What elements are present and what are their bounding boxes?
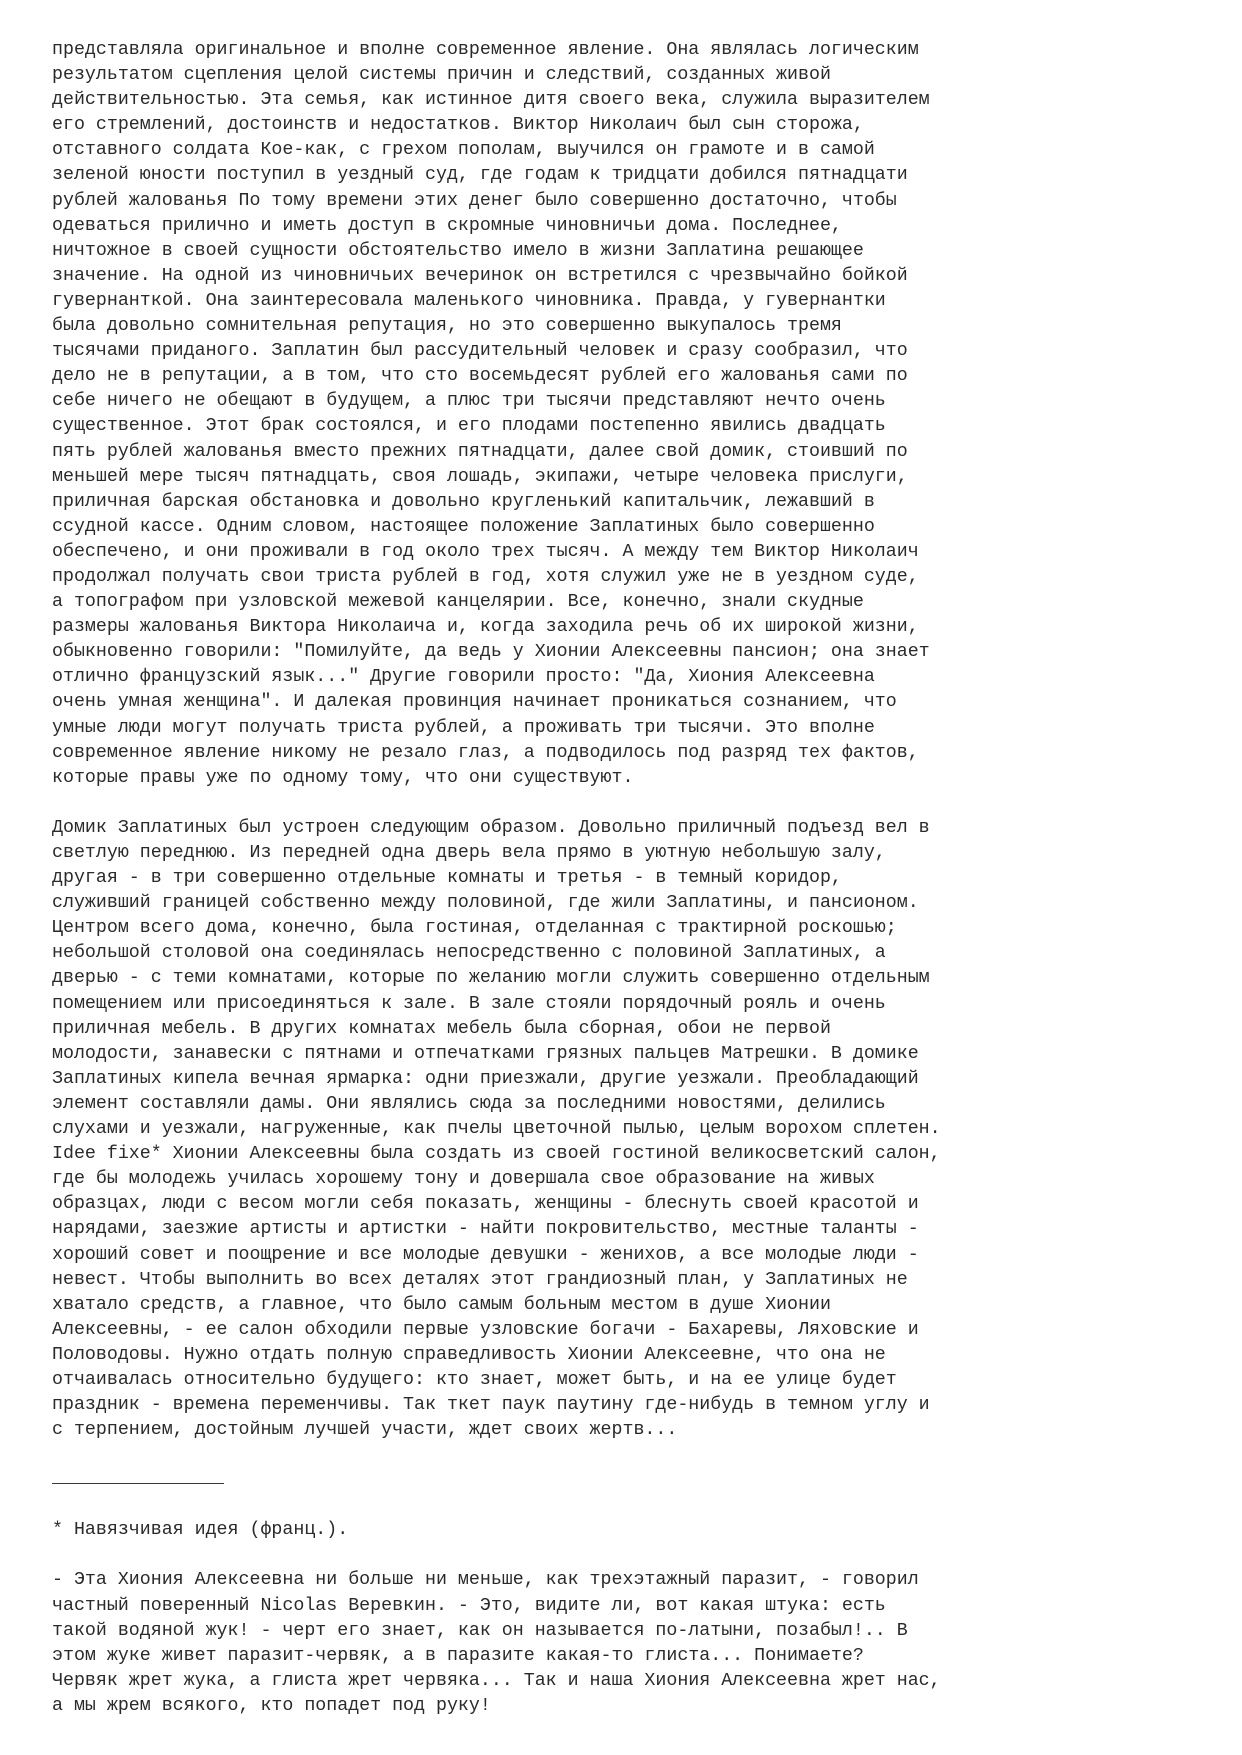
footnote-separator	[52, 1483, 224, 1484]
text-line: гувернанткой. Она заинтересовала маленького чиновника. Правда, у гувернантки	[52, 290, 886, 311]
text-line: - Эта Хиония Алексеевна ни больше ни меньше, как трехэтажный паразит, - говорил	[52, 1570, 919, 1591]
text-line: Червяк жрет жука, а глиста жрет червяка... Так и наша Хиония Алексеевна жрет нас,	[52, 1670, 941, 1691]
text-line: Idee fixe* Хионии Алексеевны была создать из своей гостиной великосветский салон,	[52, 1144, 941, 1165]
text-line: дело не в репутации, а в том, что сто восемьдесят рублей его жалованья сами по	[52, 366, 908, 387]
document-page	[52, 38, 1222, 1719]
text-line: умные люди могут получать триста рублей, а проживать три тысячи. Это вполне	[52, 717, 875, 738]
text-line: себе ничего не обещают в будущем, а плюс три тысячи представляют нечто очень	[52, 391, 886, 412]
text-line: другая - в три совершенно отдельные комнаты и третья - в темный коридор,	[52, 868, 842, 889]
text-line: пять рублей жалованья вместо прежних пятнадцати, далее свой домик, стоивший по	[52, 441, 908, 462]
text-line: тысячами приданого. Заплатин был рассудительный человек и сразу сообразил, что	[52, 341, 908, 362]
footnote: * Навязчивая идея (франц.).	[52, 1520, 349, 1541]
text-line: отставного солдата Кое-как, с грехом пополам, выучился он грамоте и в самой	[52, 140, 875, 161]
text-line: а топографом при узловской межевой канцелярии. Все, конечно, знали скудные	[52, 592, 864, 613]
text-line: невест. Чтобы выполнить во всех деталях этот грандиозный план, у Заплатиных не	[52, 1269, 908, 1290]
text-line: обеспечено, и они проживали в год около трех тысяч. А между тем Виктор Николаич	[52, 541, 919, 562]
text-line: молодости, занавески с пятнами и отпечатками грязных пальцев Матрешки. В домике	[52, 1043, 919, 1064]
paragraph-2	[52, 816, 1222, 1443]
text-line: современное явление никому не резало глаз, а подводилось под разряд тех фактов,	[52, 742, 919, 763]
text-line: размеры жалованья Виктора Николаича и, когда заходила речь об их широкой жизни,	[52, 617, 919, 638]
text-line: слухами и уезжали, нагруженные, как пчелы цветочной пылью, целым ворохом сплетен.	[52, 1119, 941, 1140]
text-line: светлую переднюю. Из передней одна дверь вела прямо в уютную небольшую залу,	[52, 843, 886, 863]
paragraph-gap	[52, 791, 1222, 816]
text-line: а мы жрем всякого, кто попадет под руку!	[52, 1695, 491, 1716]
paragraph-gap	[52, 1543, 1222, 1568]
text-line: частный поверенный Nicolas Веревкин. - Это, видите ли, вот какая штука: есть	[52, 1595, 886, 1616]
text-line: одеваться прилично и иметь доступ в скромные чиновничьи дома. Последнее,	[52, 215, 842, 236]
text-line: меньшей мере тысяч пятнадцать, своя лошадь, экипажи, четыре человека прислуги,	[52, 466, 908, 487]
text-line: ссудной кассе. Одним словом, настоящее положение Заплатиных было совершенно	[52, 516, 875, 537]
text-line: существенное. Этот брак состоялся, и его плодами постепенно явились двадцать	[52, 416, 886, 437]
text-line: Заплатиных кипела вечная ярмарка: одни приезжали, другие уезжали. Преобладающий	[52, 1068, 919, 1089]
text-line: представляла оригинальное и вполне современное явление. Она являлась логическим	[52, 40, 919, 60]
text-line: Алексеевны, - ее салон обходили первые узловские богачи - Бахаревы, Ляховские и	[52, 1319, 919, 1340]
text-line: зеленой юности поступил в уездный суд, где годам к тридцати добился пятнадцати	[52, 165, 908, 186]
text-line: этом жуке живет паразит-червяк, а в паразите какая-то глиста... Понимаете?	[52, 1645, 864, 1666]
text-line: действительностью. Эта семья, как истинное дитя своего века, служила выразителем	[52, 90, 930, 111]
text-line: приличная барская обстановка и довольно кругленький капитальчик, лежавший в	[52, 491, 875, 512]
text-line: значение. На одной из чиновничьих вечеринок он встретился с чрезвычайно бойкой	[52, 265, 908, 286]
text-line: с терпением, достойным лучшей участи, ждет своих жертв...	[52, 1420, 678, 1441]
text-line: дверью - с теми комнатами, которые по желанию могли служить совершенно отдельным	[52, 968, 930, 989]
text-line: продолжал получать свои триста рублей в год, хотя служил уже не в уездном суде,	[52, 566, 919, 587]
text-line: нарядами, заезжие артисты и артистки - найти покровительство, местные таланты -	[52, 1219, 919, 1240]
text-line: где бы молодежь училась хорошему тону и довершала свое образование на живых	[52, 1169, 875, 1190]
text-line: результатом сцепления целой системы причин и следствий, созданных живой	[52, 65, 831, 86]
text-line: приличная мебель. В других комнатах мебель была сборная, обои не первой	[52, 1018, 831, 1039]
text-line: элемент составляли дамы. Они являлись сюда за последними новостями, делились	[52, 1093, 886, 1114]
text-line: была довольно сомнительная репутация, но это совершенно выкупалось тремя	[52, 316, 842, 337]
text-line: Домик Заплатиных был устроен следующим образом. Довольно приличный подъезд вел в	[52, 817, 930, 838]
text-line: хороший совет и поощрение и все молодые девушки - женихов, а все молодые люди -	[52, 1244, 919, 1265]
text-line: ничтожное в своей сущности обстоятельство имело в жизни Заплатина решающее	[52, 240, 864, 261]
text-line: небольшой столовой она соединялась непосредственно с половиной Заплатиных, а	[52, 943, 886, 964]
text-line: отлично французский язык..." Другие говорили просто: "Да, Хиония Алексеевна	[52, 667, 875, 688]
paragraph-1	[52, 38, 1222, 791]
text-line: Центром всего дома, конечно, была гостиная, отделанная с трактирной роскошью;	[52, 918, 897, 939]
text-line: обыкновенно говорили: "Помилуйте, да ведь у Хионии Алексеевны пансион; она знает	[52, 642, 930, 663]
text-line: его стремлений, достоинств и недостатков. Виктор Николаич был сын сторожа,	[52, 115, 864, 136]
text-line: рублей жалованья По тому времени этих денег было совершенно достаточно, чтобы	[52, 190, 897, 211]
text-line: служивший границей собственно между половиной, где жили Заплатины, и пансионом.	[52, 893, 919, 914]
paragraph-3	[52, 1568, 1222, 1719]
text-line: помещением или присоединяться к зале. В зале стояли порядочный рояль и очень	[52, 993, 886, 1014]
text-line: такой водяной жук! - черт его знает, как он называется по-латыни, позабыл!.. В	[52, 1620, 908, 1641]
text-line: праздник - времена переменчивы. Так ткет паук паутину где-нибудь в темном углу и	[52, 1395, 930, 1416]
text-line: образцах, люди с весом могли себя показать, женщины - блеснуть своей красотой и	[52, 1194, 919, 1215]
text-line: Половодовы. Нужно отдать полную справедливость Хионии Алексеевне, что она не	[52, 1344, 886, 1365]
text-line: которые правы уже по одному тому, что они существуют.	[52, 767, 634, 788]
text-line: хватало средств, а главное, что было самым больным местом в душе Хионии	[52, 1294, 831, 1315]
text-line: очень умная женщина". И далекая провинция начинает проникаться сознанием, что	[52, 692, 897, 713]
text-line: отчаивалась относительно будущего: кто знает, может быть, и на ее улице будет	[52, 1369, 897, 1390]
